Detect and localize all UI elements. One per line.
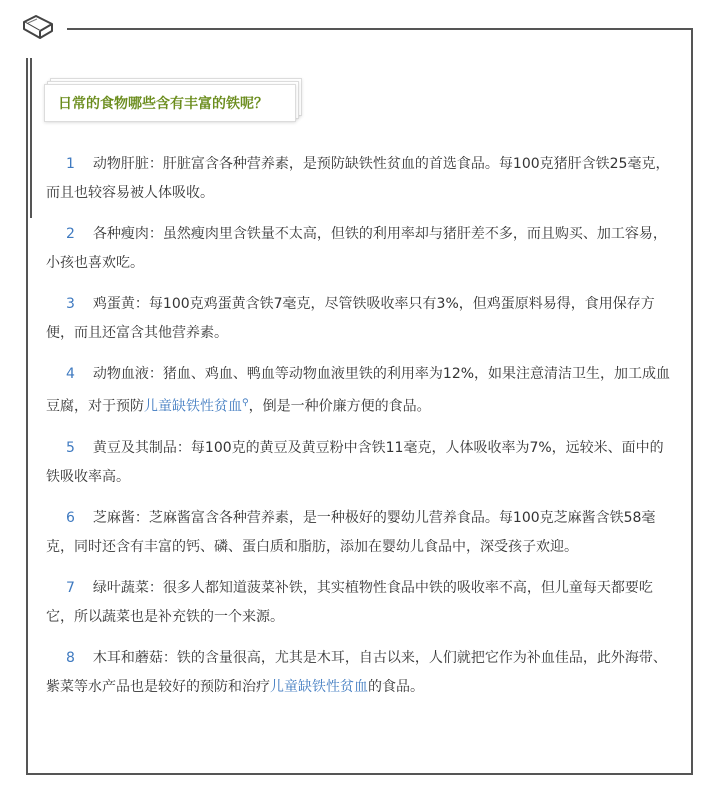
section-title: 日常的食物哪些含有丰富的铁呢？ <box>58 96 268 112</box>
open-book-icon <box>22 14 54 42</box>
frame-bottom-rule <box>26 773 693 775</box>
item-number: 7 <box>66 579 75 596</box>
item-text: 动物血液：猪血、鸡血、鸭血等动物血液里铁的利用率为12%，如果注意清洁卫生，加工成血豆腐，对于预防 <box>46 366 671 415</box>
list-item-2 <box>46 220 676 278</box>
item-number: 2 <box>66 226 75 242</box>
section-title-card <box>44 84 298 126</box>
list-item-3 <box>46 290 676 348</box>
frame-right-rule <box>691 28 693 775</box>
item-text: 绿叶蔬菜：很多人都知道菠菜补铁，其实植物性食品中铁的吸收率不高，但儿童每天都要吃它，所以蔬菜也是补充铁的一个来源。 <box>46 579 653 625</box>
item-text-tail: ，倒是一种价廉方便的食品。 <box>248 398 431 415</box>
list-item-4 <box>46 360 676 422</box>
frame-left-rule <box>26 58 28 775</box>
item-text: 木耳和蘑菇：铁的含量很高，尤其是木耳，自古以来，人们就把它作为补血佳品，此外海带、紫菜等水产品也是较好的预防和治疗 <box>46 649 667 695</box>
item-text: 鸡蛋黄：每100克鸡蛋黄含铁7毫克，尽管铁吸收率只有3%，但鸡蛋原料易得，食用保存方便，而且还富含其他营养素。 <box>46 296 655 341</box>
article-body <box>46 150 676 714</box>
search-icon[interactable]: ⚲ <box>242 398 249 408</box>
frame-top-rule <box>67 28 693 30</box>
list-item-5 <box>46 434 676 492</box>
item-text: 黄豆及其制品：每100克的黄豆及黄豆粉中含铁11毫克，人体吸收率为7%，远较米、面中的铁吸收率高。 <box>46 439 664 485</box>
frame-left-accent <box>30 58 32 218</box>
item-number: 5 <box>66 439 75 456</box>
item-text: 各种瘦肉：虽然瘦肉里含铁量不太高，但铁的利用率却与猪肝差不多，而且购买、加工容易，小孩也喜欢吃。 <box>46 226 667 271</box>
item-text-tail: 的食品。 <box>368 678 424 695</box>
item-number: 8 <box>66 649 75 666</box>
list-item-7 <box>46 574 676 632</box>
item-number: 1 <box>66 156 75 172</box>
item-number: 3 <box>66 296 75 312</box>
list-item-8 <box>46 644 676 702</box>
item-number: 6 <box>66 509 75 526</box>
list-item-1 <box>46 150 676 208</box>
anemia-link[interactable]: 儿童缺铁性贫血 <box>144 398 242 415</box>
item-number: 4 <box>66 366 75 382</box>
item-text: 芝麻酱：芝麻酱富含各种营养素，是一种极好的婴幼儿营养食品。每100克芝麻酱含铁58毫克，同时还含有丰富的钙、磷、蛋白质和脂肪，添加在婴幼儿食品中，深受孩子欢迎。 <box>46 509 656 555</box>
anemia-link[interactable]: 儿童缺铁性贫血 <box>270 678 368 695</box>
item-text: 动物肝脏：肝脏富含各种营养素，是预防缺铁性贫血的首选食品。每100克猪肝含铁25毫克，而且也较容易被人体吸收。 <box>46 156 670 201</box>
list-item-6 <box>46 504 676 562</box>
